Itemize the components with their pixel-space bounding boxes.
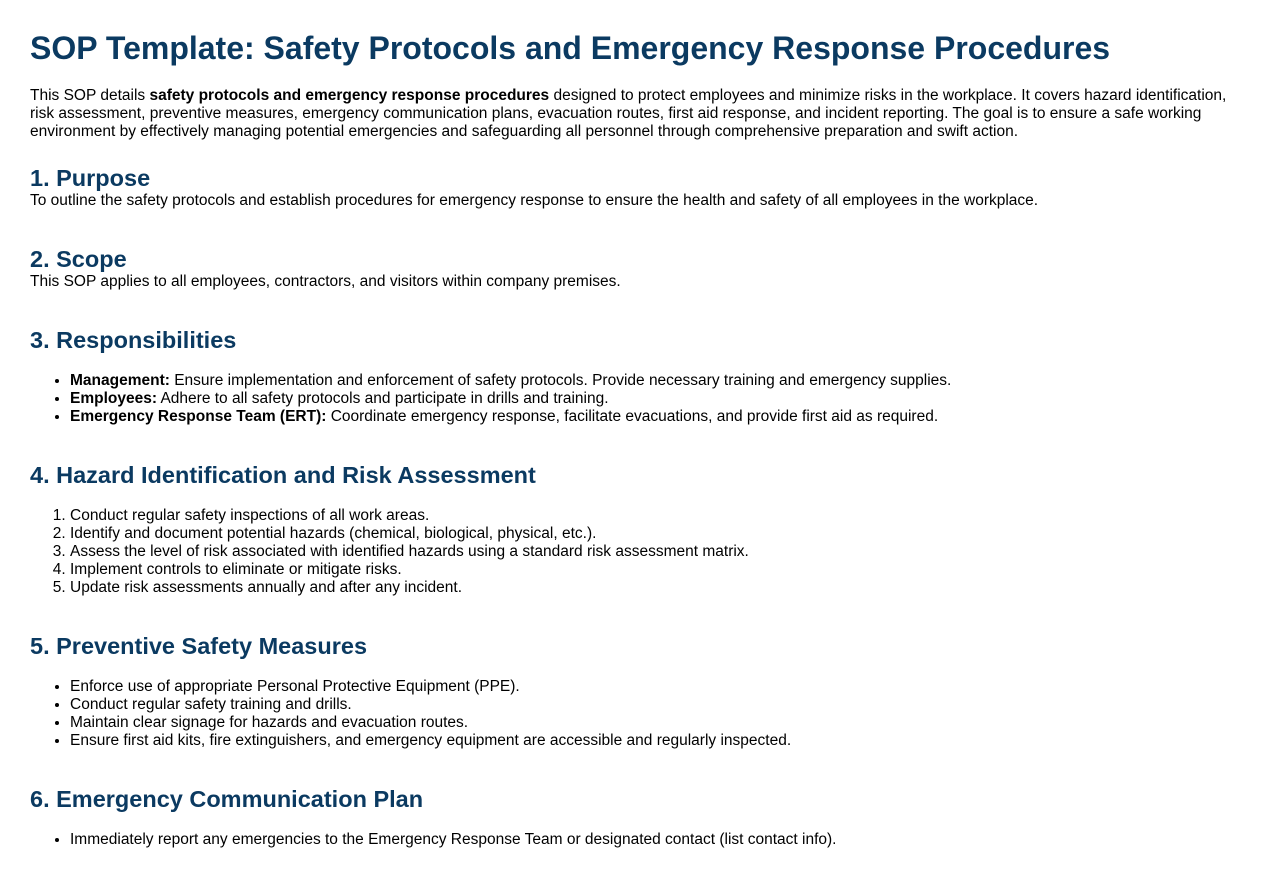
- responsibilities-list: [30, 372, 1233, 426]
- preventive-measures-list: [30, 678, 1233, 750]
- list-item: 1. Conduct regular safety inspections of all work areas.: [70, 507, 1233, 525]
- section-heading-scope: 2. Scope: [30, 246, 127, 272]
- intro-text-after: designed to protect employees and minimize risks in the workplace. It covers hazard identification, risk assessment, preventive measures, emergency communication plans, evacuation routes, first aid response, and incident reporting. The goal is to ensure a safe working environment by effectively managing potential emergencies and safeguarding all personnel through comprehensive preparation and swift action.: [30, 87, 1227, 140]
- responsibility-text: Coordinate emergency response, facilitate evacuations, and provide first aid as required.: [326, 408, 939, 425]
- list-item: • Ensure first aid kits, fire extinguishers, and emergency equipment are accessible and regularly inspected.: [70, 732, 1233, 750]
- responsibility-label: Management:: [70, 372, 170, 389]
- list-item: 4. Implement controls to eliminate or mitigate risks.: [70, 561, 1233, 579]
- scope-text: This SOP applies to all employees, contractors, and visitors within company premises.: [30, 273, 621, 290]
- purpose-text: To outline the safety protocols and establish procedures for emergency response to ensure the health and safety of all employees in the workplace.: [30, 192, 1039, 209]
- list-item: • Immediately report any emergencies to the Emergency Response Team or designated contact (list contact info).: [70, 831, 1233, 849]
- section-heading-responsibilities: 3. Responsibilities: [30, 327, 237, 353]
- section-heading-communication: 6. Emergency Communication Plan: [30, 786, 424, 812]
- intro-text-before: This SOP details: [30, 87, 150, 104]
- intro-paragraph: [30, 87, 1233, 141]
- section-heading-purpose: 1. Purpose: [30, 165, 151, 191]
- page-title: SOP Template: Safety Protocols and Emergency Response Procedures: [30, 30, 1111, 66]
- communication-plan-list: [30, 831, 1233, 849]
- responsibility-label: Emergency Response Team (ERT):: [70, 408, 327, 425]
- hazard-steps-list: [30, 507, 1233, 597]
- list-item: • Maintain clear signage for hazards and evacuation routes.: [70, 714, 1233, 732]
- section-heading-preventive: 5. Preventive Safety Measures: [30, 633, 368, 659]
- list-item: • Conduct regular safety training and drills.: [70, 696, 1233, 714]
- list-item: [70, 408, 1233, 426]
- list-item: [70, 372, 1233, 390]
- responsibility-text: Ensure implementation and enforcement of safety protocols. Provide necessary training and emergency supplies.: [169, 372, 952, 389]
- list-item: 5. Update risk assessments annually and after any incident.: [70, 579, 1233, 597]
- list-item: [70, 390, 1233, 408]
- intro-text-bold: safety protocols and emergency response procedures: [149, 87, 550, 104]
- list-item: • Enforce use of appropriate Personal Protective Equipment (PPE).: [70, 678, 1233, 696]
- responsibility-text: Adhere to all safety protocols and participate in drills and training.: [157, 390, 609, 407]
- responsibility-label: Employees:: [70, 390, 158, 407]
- list-item: 2. Identify and document potential hazards (chemical, biological, physical, etc.).: [70, 525, 1233, 543]
- list-item: 3. Assess the level of risk associated with identified hazards using a standard risk assessment matrix.: [70, 543, 1233, 561]
- section-heading-hazard: 4. Hazard Identification and Risk Assessment: [30, 462, 536, 488]
